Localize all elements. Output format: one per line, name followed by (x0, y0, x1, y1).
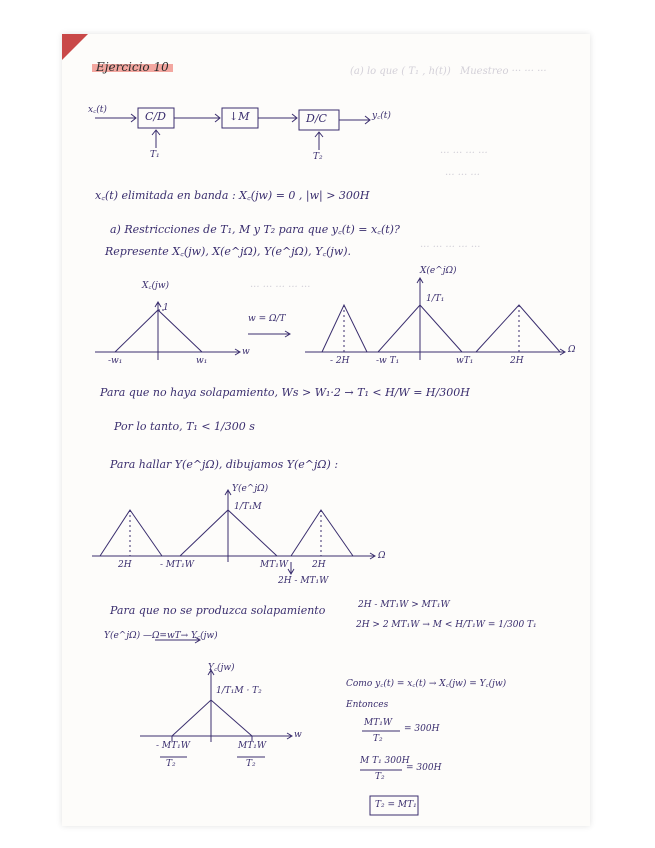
output-signal-label: y꜀(t) (372, 111, 391, 121)
plot4-title: Y꜀(jw) (208, 663, 235, 673)
dc-label: D/C (306, 112, 327, 125)
plot2-tick: 2H (510, 356, 524, 366)
represent-instruction: Represente X꜀(jw), X(e^jΩ), Y(e^jΩ), Y꜀(jw). (105, 245, 352, 258)
plot3-tick: 2H (312, 560, 326, 570)
no-aliasing-condition: Para que no haya solapamiento, Ws > W₁·2 → T₁ < H/W = H/300H (100, 386, 470, 399)
plot1-neg-tick: -w₁ (108, 356, 123, 366)
t1-result: Por lo tanto, T₁ < 1/300 s (114, 420, 255, 433)
eq2-denominator: T₂ (375, 772, 385, 782)
plot4-axis: w (294, 730, 302, 740)
plot4-peak: 1/T₁M · T₂ (216, 686, 262, 696)
cd-label: C/D (145, 110, 166, 123)
plot3-tick: - MT₁W (160, 560, 194, 570)
ghost-text: ··· ··· ··· (445, 170, 480, 181)
final-answer: T₂ = MT₁ (375, 800, 417, 810)
ghost-text: Muestreo ··· ··· ··· (460, 66, 547, 77)
plot2-peak: 1/T₁ (426, 294, 445, 304)
plot1-axis: w (242, 347, 250, 357)
plot2-tick: -w T₁ (376, 356, 400, 366)
x-dtft-replica-right (476, 305, 560, 352)
downsample-label: ↓M (229, 110, 250, 123)
ghost-text: ··· ··· ··· ··· ··· (250, 282, 311, 293)
problem-statement: x꜀(t) elimitada en banda : X꜀(jw) = 0 , |w| > 300H (95, 189, 370, 202)
eq1-denominator: T₂ (373, 734, 383, 744)
y-dtft-replica-left (100, 510, 162, 556)
plot1-pos-tick: w₁ (196, 356, 208, 366)
eq2-rhs: = 300H (406, 763, 442, 773)
plot4-pos-tick-den: T₂ (246, 759, 256, 769)
t1-label: T₁ (150, 150, 160, 160)
plot3-tick: MT₁W (260, 560, 289, 570)
ghost-text: ··· ··· ··· ··· (440, 148, 488, 159)
eq2-numerator: M T₁ 300H (360, 756, 410, 766)
como-statement: Como y꜀(t) = x꜀(t) → X꜀(jw) = Y꜀(jw) (346, 679, 507, 689)
inequality-1: 2H - MT₁W > MT₁W (358, 600, 450, 610)
plot4-pos-tick: MT₁W (238, 741, 267, 751)
plot1-peak: 1 (163, 303, 169, 313)
ghost-text: (a) lo que ( T₁ , h(t)) (350, 66, 451, 77)
plot2-tick: wT₁ (456, 356, 474, 366)
find-y-text: Para hallar Y(e^jΩ), dibujamos Y(e^jΩ) : (110, 458, 339, 471)
plot3-peak: 1/T₁M (234, 502, 262, 512)
entonces-label: Entonces (346, 700, 389, 710)
plot2-tick: - 2H (330, 356, 350, 366)
plot3-title: Y(e^jΩ) (232, 484, 269, 494)
plot4-neg-tick: - MT₁W (156, 741, 190, 751)
plot2-axis: Ω (568, 345, 576, 355)
t2-label: T₂ (313, 152, 323, 162)
inequality-2: 2H > 2 MT₁W → M < H/T₁W = 1/300 T₁ (356, 620, 537, 630)
plot1-title: X꜀(jw) (142, 281, 170, 291)
input-signal-label: x꜀(t) (88, 105, 107, 115)
x-dtft-replica-left (322, 305, 367, 352)
conversion-label: Y(e^jΩ) —Ω=wT→ Y꜀(jw) (104, 631, 218, 641)
eq1-rhs: = 300H (404, 724, 440, 734)
page-title: Ejercicio 10 (92, 60, 173, 74)
part-a-question: a) Restricciones de T₁, M y T₂ para que y꜀(t) = x꜀(t)? (110, 223, 400, 236)
plot3-tick: 2H (118, 560, 132, 570)
plot3-below-label: 2H - MT₁W (278, 576, 329, 586)
y-dtft-replica-right (291, 510, 353, 556)
plot3-axis: Ω (378, 551, 386, 561)
yc-spectrum-triangle (172, 700, 252, 736)
plot4-neg-tick-den: T₂ (166, 759, 176, 769)
plot2-title: X(e^jΩ) (420, 266, 457, 276)
mapping-label: w = Ω/T (248, 314, 286, 324)
eq1-numerator: MT₁W (364, 718, 393, 728)
no-overlap-text: Para que no se produzca solapamiento (110, 604, 326, 617)
ghost-text: ··· ··· ··· ··· ··· (420, 242, 481, 253)
